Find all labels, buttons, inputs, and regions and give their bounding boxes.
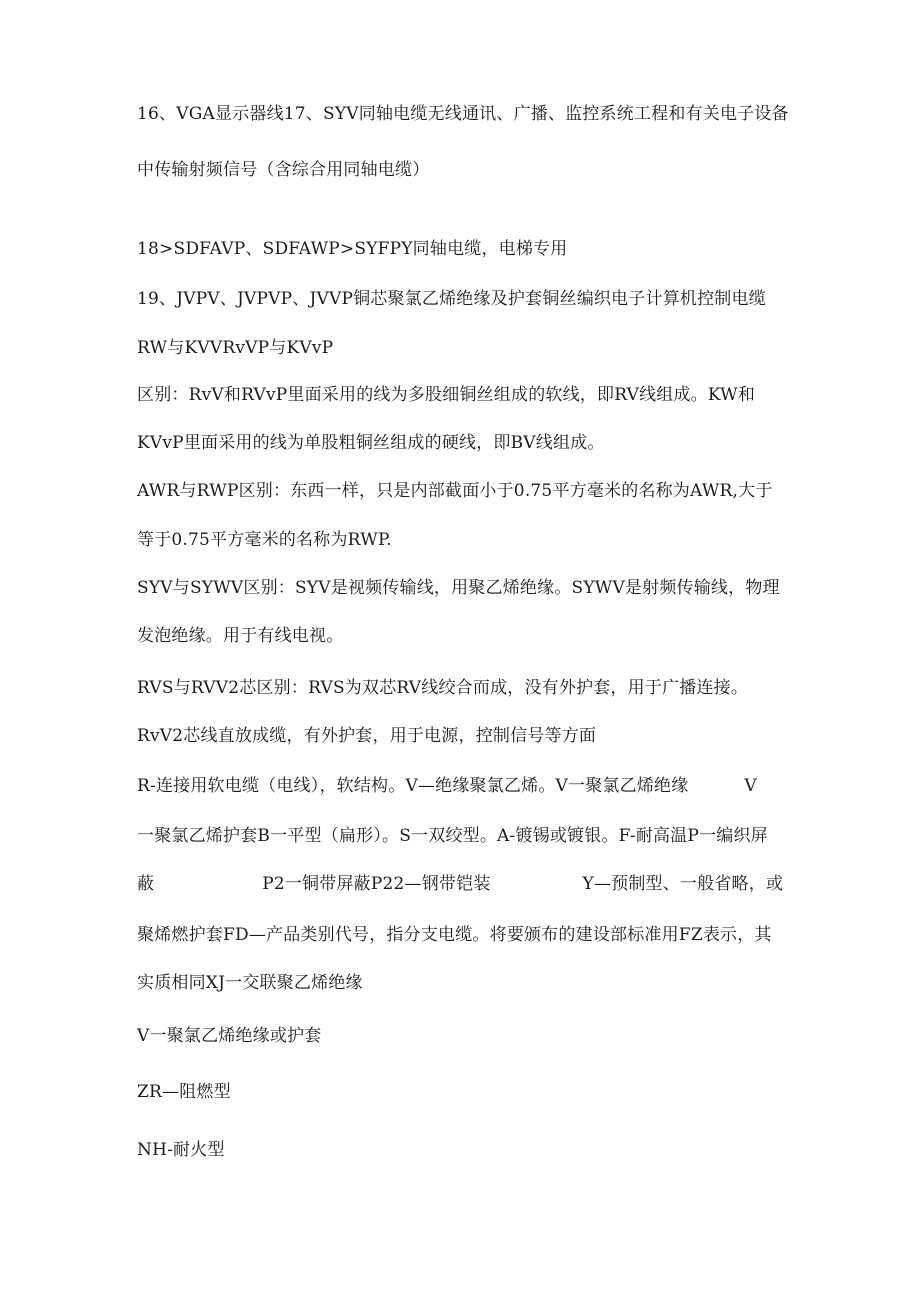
text-line-13: RvV2芯线直放成缆，有外护套，用于电源，控制信号等方面 [137,726,597,746]
text-line-14-main: R-连接用软电缆（电线），软结构。V—绝缘聚氯乙烯。V一聚氯乙烯绝缘 [137,776,689,796]
text-line-9: 等于0.75平方毫米的名称为RWP. [137,530,392,550]
text-line-16-b: P2一铜带屏蔽P22—钢带铠装 [262,874,491,894]
text-line-19: V一聚氯乙烯绝缘或护套 [137,1026,322,1046]
text-line-14-tail: V [744,776,757,796]
text-line-8: AWR与RWP区别：东西一样，只是内部截面小于0.75平方毫米的名称为AWR,大于 [137,481,773,501]
text-line-4: 19、JVPV、JVPVP、JVVP铜芯聚氯乙烯绝缘及护套铜丝编织电子计算机控制电缆 [137,289,766,309]
text-line-5: RW与KVVRvVP与KVvP [137,338,334,358]
text-line-20: ZR—阻燃型 [137,1082,231,1102]
text-line-6: 区别：RvV和RVvP里面采用的线为多股细铜丝组成的软线，即RV线组成。KW和 [137,385,756,405]
text-line-14 [137,776,757,796]
text-line-7: KVvP里面采用的线为单股粗铜丝组成的硬线，即BV线组成。 [137,433,605,453]
text-line-15: 一聚氯乙烯护套B一平型（扁形）。S一双绞型。A-镀锡或镀银。F-耐高温P一编织屏 [137,826,768,846]
text-line-16-c: Y—预制型、一般省略，或 [582,874,784,894]
text-line-11: 发泡绝缘。用于有线电视。 [137,626,344,646]
text-line-18: 实质相同XJ一交联聚乙烯绝缘 [137,973,363,993]
text-line-10: SYV与SYWV区别：SYV是视频传输线，用聚乙烯绝缘。SYWV是射频传输线，物理 [137,578,780,598]
text-line-2: 中传输射频信号（含综合用同轴电缆） [137,160,430,180]
text-line-1: 16、VGA显示器线17、SYV同轴电缆无线通讯、广播、监控系统工程和有关电子设备 [137,104,789,124]
text-line-12: RVS与RVV2芯区别：RVS为双芯RV线绞合而成，没有外护套，用于广播连接。 [137,678,749,698]
text-line-17: 聚烯燃护套FD—产品类别代号，指分支电缆。将要颁布的建设部标准用FZ表示，其 [137,925,772,945]
text-line-16-a: 蔽 [137,874,155,894]
text-line-3: 18>SDFAVP、SDFAWP>SYFPY同轴电缆，电梯专用 [137,239,568,259]
text-line-21: NH-耐火型 [137,1140,225,1160]
text-line-16 [137,874,783,894]
